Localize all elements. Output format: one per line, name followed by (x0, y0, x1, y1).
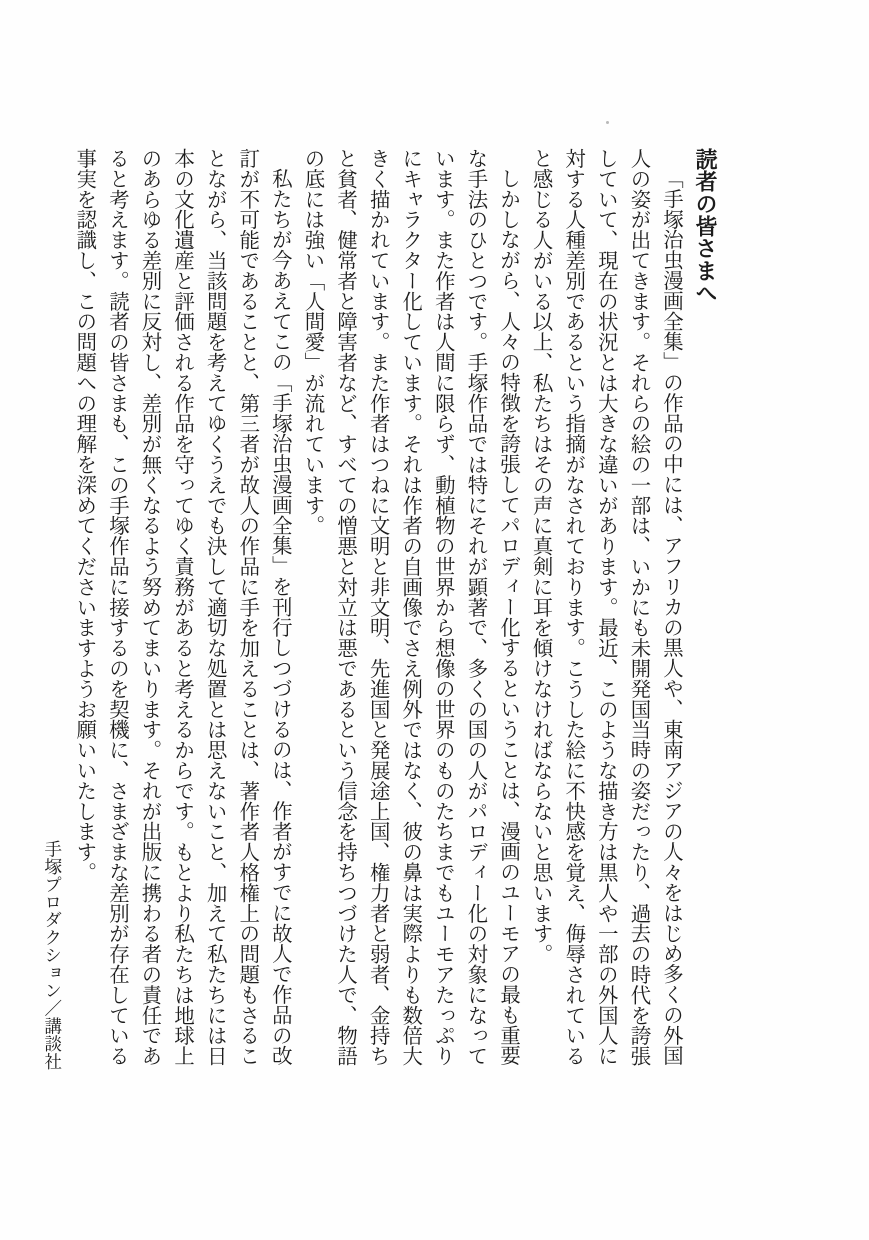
paragraph-3: 私たちが今あえてこの「手塚治虫漫画全集」を刊行しつづけるのは、作者がすでに故人で作品の改訂が不可能であることと、第三者が故人の作品に手を加えることは、著作者人格権上の問題もさることながら、当該問題を考えてゆくうえでも決して適切な処置とは思えないこと、加えて私たちには日本の文化遺産と評価される作品を守ってゆく責務があると考えるからです。もとより私たちは地球上のあらゆる差別に反対し、差別が無くなるよう努めてまいります。それが出版に携わる者の責任であると考えます。読者の皆さまも、この手塚作品に接するのを契機に、さまざまな差別が存在している事実を認識し、この問題への理解を深めてくださいますようお願いいたします。 (73, 148, 291, 1066)
paragraph-2: しかしながら、人々の特徴を誇張してパロディー化するということは、漫画のユーモアの最も重要な手法のひとつです。手塚作品では特にそれが顕著で、多くの国の人がパロディー化の対象になっています。また作者は人間に限らず、動植物の世界から想像の世界のものたちまでもユーモアたっぷりにキャラクター化しています。それは作者の自画像でさえ例外ではなく、彼の鼻は実際よりも数倍大きく描かれています。また作者はつねに文明と非文明、先進国と発展途上国、権力者と弱者、金持ちと貧者、健常者と障害者など、すべての憎悪と対立は悪であるという信念を持ちつづけた人で、物語の底には強い「人間愛」が流れています。 (301, 148, 520, 1066)
paragraph-1: 「手塚治虫漫画全集」の作品の中には、アフリカの黒人や、東南アジアの人々をはじめ多くの外国人の姿が出てきます。それらの絵の一部は、いかにも未開発国当時の姿だったり、過去の時代を誇張していて、現在の状況とは大きな違いがあります。最近、このような描き方は黒人や一部の外国人に対する人種差別であるという指摘がなされております。こうした絵に不快感を覚え、侮辱されていると感じる人がいる以上、私たちはその声に真剣に耳を傾けなければならないと思います。 (529, 148, 682, 1066)
page-title: 読者の皆さまへ (693, 148, 718, 305)
signature: 手塚プロダクション／講談社 (42, 839, 63, 1070)
vertical-text-block (0, 148, 777, 1070)
scan-speck (606, 121, 609, 124)
